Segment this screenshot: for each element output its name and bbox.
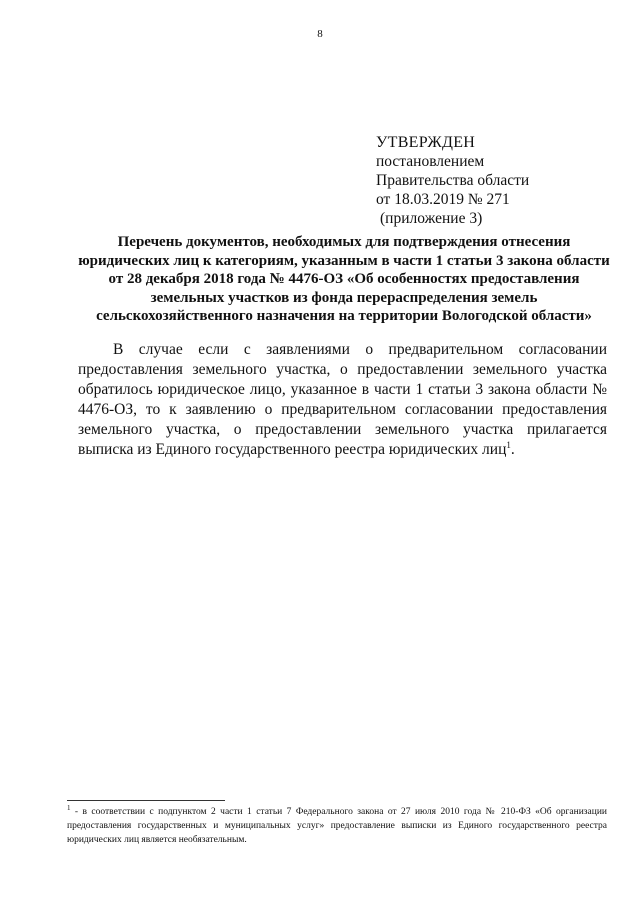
approval-line: Правительства области — [376, 172, 530, 189]
body-paragraph-text: В случае если с заявлениями о предварительном согласовании предоставления земельного участка, о предоставлении земельного участка обратилось юридическое лицо, указанное в части 1 статьи 3 закона области № 4476-ОЗ, то к заявлению о предварительном согласовании предоставления земельного участка, о предоставлении земельного участка прилагается выписка из Единого государственного реестра юридических лиц — [78, 341, 607, 458]
footnote-divider — [67, 800, 225, 801]
document-title: Перечень документов, необходимых для подтверждения отнесения юридических лиц к категориям, указанным в части 1 статьи 3 закона области от 28 декабря 2018 года № 4476-ОЗ «Об особенностях предоставления земельных участков из фонда перераспределения земель сельскохозяйственного назначения на территории Вологодской области» — [78, 234, 610, 324]
approval-line: постановлением — [376, 153, 485, 170]
body-paragraph: В случае если с заявлениями о предварительном согласовании предоставления земельного участка, о предоставлении земельного участка обратилось юридическое лицо, указанное в части 1 статьи 3 закона области № 4476-ОЗ, то к заявлению о предварительном согласовании предоставления земельного участка, о предоставлении земельного участка прилагается выписка из Единого государственного реестра юридических лиц$^1$. — [78, 341, 607, 458]
approval-heading: УТВЕРЖДЕН — [376, 134, 476, 151]
footnote — [67, 805, 607, 847]
footnote-reference: 1 — [506, 439, 511, 450]
approval-appendix-line: (приложение 3) — [380, 210, 483, 227]
page-number: 8 — [317, 28, 323, 40]
footnote-marker: 1 — [67, 803, 71, 812]
approval-date-line: от 18.03.2019 № 271 — [376, 191, 510, 208]
approval-stamp — [376, 133, 529, 228]
footnote-text: - в соответствии с подпунктом 2 части 1 статьи 7 Федерального закона от 27 июля 2010 года № 210-ФЗ «Об организации предоставления государственных и муниципальных услуг» предоставление выписки из Единого государственного реестра юридических лиц является необязательным. — [67, 807, 607, 845]
